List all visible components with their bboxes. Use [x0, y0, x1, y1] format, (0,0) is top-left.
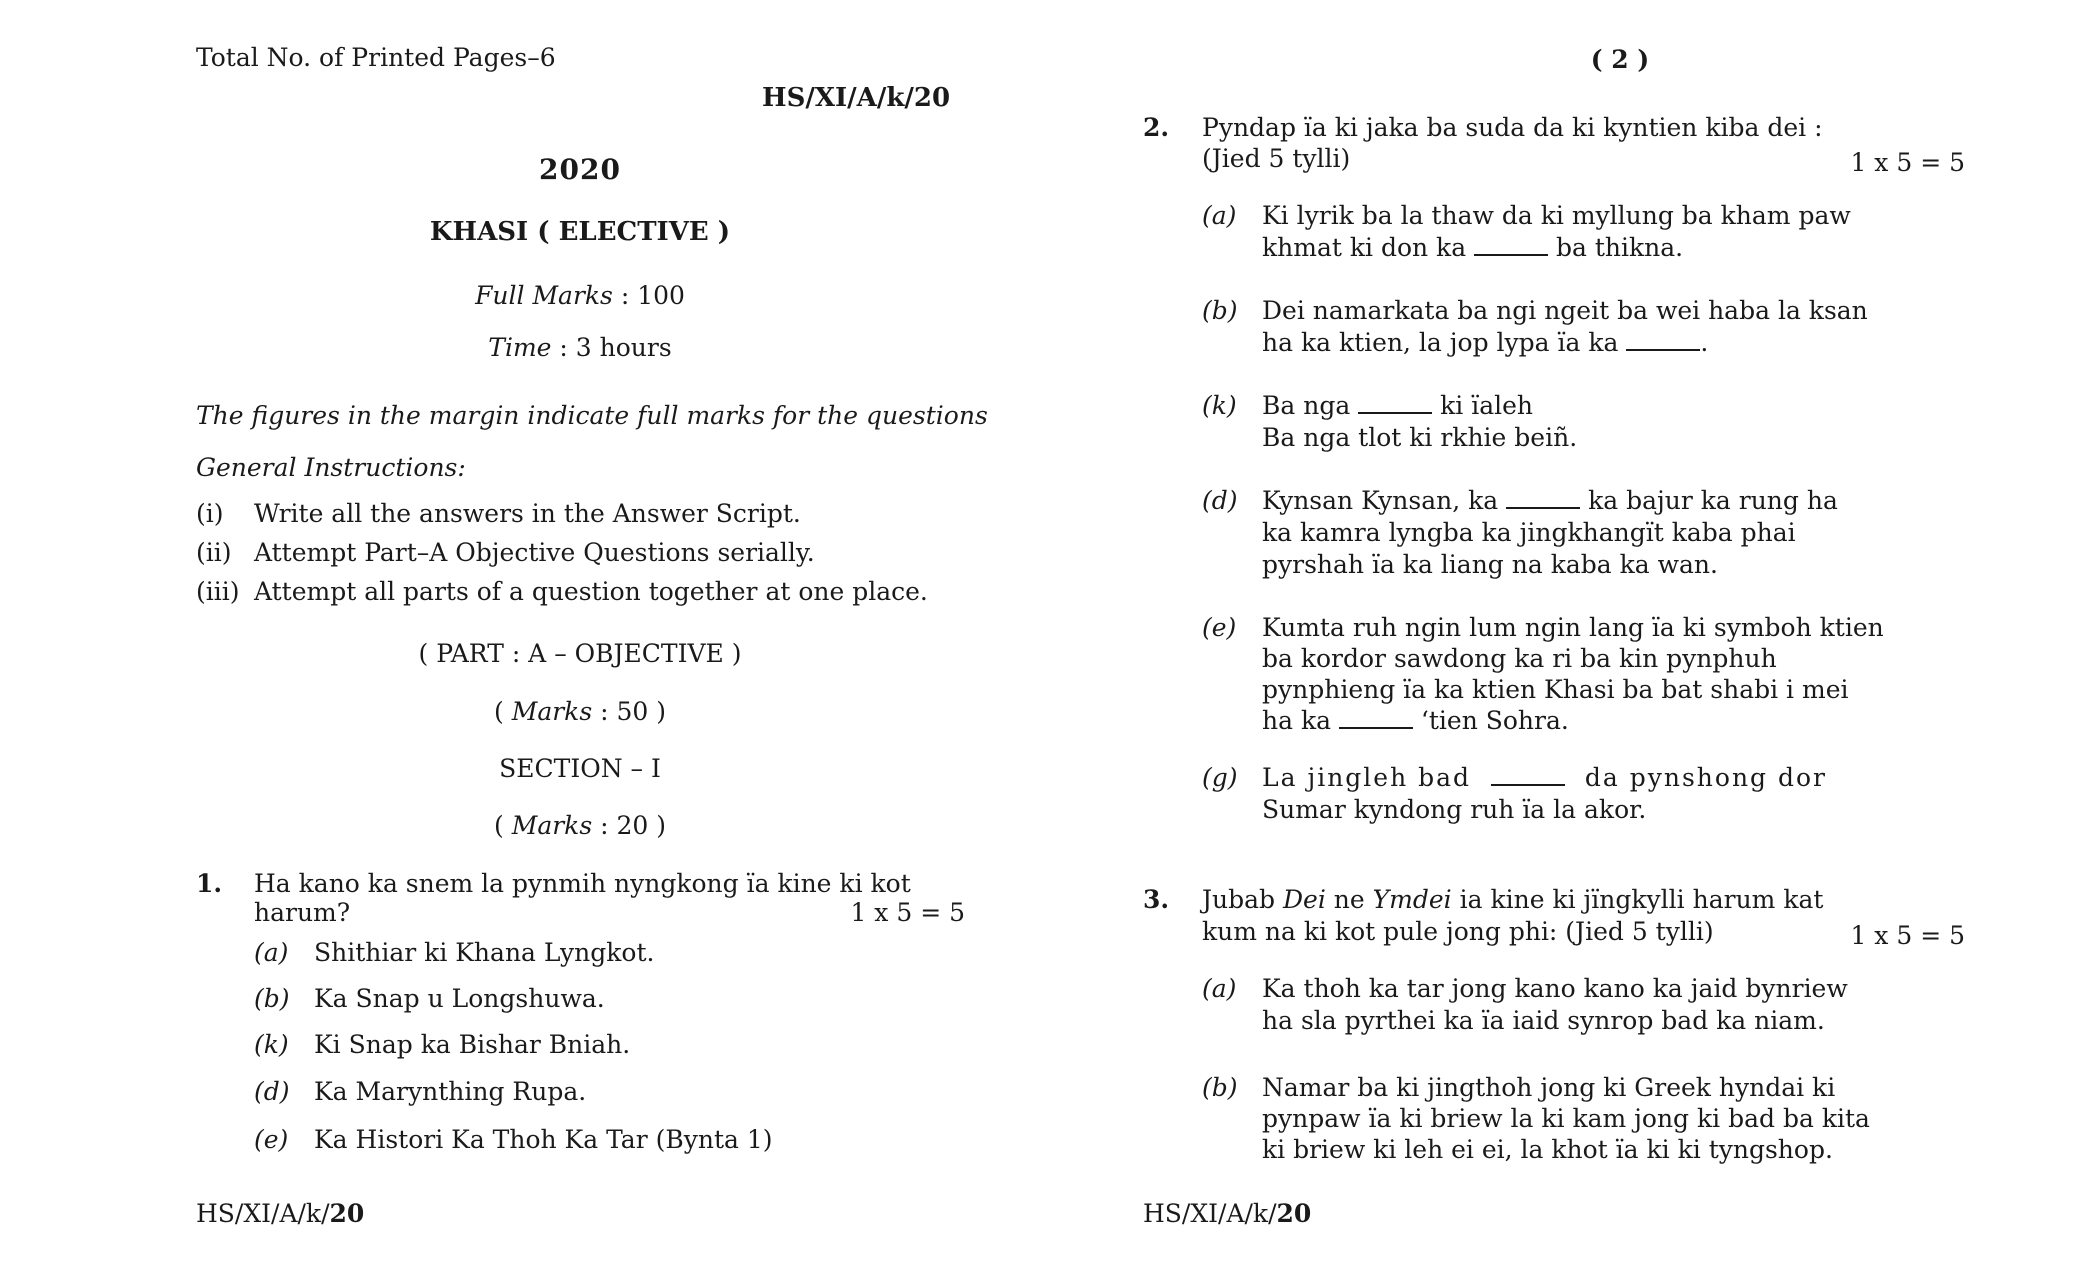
- question-text: [1202, 884, 1823, 917]
- option-text: ha ka: [1262, 706, 1332, 735]
- option-label: (b): [1202, 1073, 1238, 1102]
- option-label: (a): [1202, 974, 1237, 1003]
- total-pages-note: Total No. of Printed Pages–6: [196, 43, 556, 72]
- option-line: Ka thoh ka tar jong kano kano ka jaid bynriew: [1262, 974, 1848, 1003]
- option-text: ha ka ktien, la jop lypa ïa ka: [1262, 328, 1619, 357]
- question-text-part: ia kine ki jïngkylli harum kat: [1459, 885, 1824, 914]
- section-marks-value: : 20 ): [600, 811, 666, 840]
- section-marks-open: (: [494, 811, 504, 840]
- question-marks: 1 x 5 = 5: [1850, 148, 1965, 177]
- option-label: (a): [1202, 201, 1237, 230]
- footer-code-year: 20: [1276, 1199, 1312, 1228]
- page-number: ( 2 ): [1590, 45, 1650, 74]
- option-text: da pynshong dor: [1584, 763, 1827, 792]
- margin-note: The figures in the margin indicate full marks for the questions: [196, 401, 988, 430]
- option-label: (b): [1202, 296, 1238, 325]
- option-line: [1262, 327, 1708, 360]
- footer-code: [1143, 1198, 1311, 1231]
- option-line: Ki lyrik ba la thaw da ki myllung ba kham paw: [1262, 201, 1851, 230]
- answer-blank: [1358, 392, 1432, 414]
- option-line: Sumar kyndong ruh ïa la akor.: [1262, 795, 1647, 824]
- full-marks-label: Full Marks: [475, 281, 613, 310]
- option-line: pyrshah ïa ka liang na kaba ka wan.: [1262, 550, 1718, 579]
- answer-blank: [1491, 764, 1565, 786]
- option-line: pynpaw ïa ki briew la ki kam jong ki bad ba kita: [1262, 1104, 1870, 1133]
- option-text: ‘tien Sohra.: [1420, 706, 1569, 735]
- question-number: 3.: [1143, 885, 1170, 914]
- option-label: (e): [1202, 613, 1237, 642]
- section-marks-label: Marks: [511, 811, 593, 840]
- option-text: Shithiar ki Khana Lyngkot.: [314, 938, 655, 967]
- option-line: [1262, 485, 1838, 518]
- question-number: 1.: [196, 869, 223, 898]
- question-text: kum na ki kot pule jong phi: (Jied 5 tylli): [1202, 917, 1714, 946]
- answer-blank: [1506, 487, 1580, 509]
- section-marks: [0, 810, 1160, 843]
- answer-blank: [1339, 707, 1413, 729]
- option-text: La jingleh bad: [1262, 763, 1472, 792]
- footer-code-prefix: HS/XI/A/k/: [196, 1199, 330, 1228]
- option-text: Ka Snap u Longshuwa.: [314, 984, 605, 1013]
- time-allowed: [0, 332, 1160, 365]
- question-text-part: ne: [1333, 885, 1365, 914]
- question-keyword: Ymdei: [1372, 885, 1452, 914]
- option-label: (a): [254, 938, 289, 967]
- question-text-part: Jubab: [1202, 885, 1276, 914]
- option-line: [1262, 232, 1683, 265]
- option-text: Ka Marynthing Rupa.: [314, 1077, 587, 1106]
- question-keyword: Dei: [1283, 885, 1326, 914]
- option-line: ka kamra lyngba ka jingkhangït kaba phai: [1262, 518, 1796, 547]
- question-number: 2.: [1143, 113, 1170, 142]
- option-label: (d): [1202, 486, 1238, 515]
- footer-code-prefix: HS/XI/A/k/: [1143, 1199, 1277, 1228]
- option-line: Namar ba ki jingthoh jong ki Greek hyndai ki: [1262, 1073, 1836, 1102]
- instructions-heading: General Instructions:: [196, 453, 466, 482]
- time-value: : 3 hours: [559, 333, 672, 362]
- section-heading: SECTION – I: [499, 754, 661, 783]
- option-line: pynphieng ïa ka ktien Khasi ba bat shabi i mei: [1262, 675, 1849, 704]
- option-text: Ba nga: [1262, 391, 1351, 420]
- option-line: Ba nga tlot ki rkhie beiñ.: [1262, 423, 1578, 452]
- right-page: [1050, 0, 2100, 1275]
- option-line: [1262, 705, 1569, 738]
- exam-year: 2020: [539, 153, 621, 186]
- option-text: ki ïaleh: [1440, 391, 1534, 420]
- instruction-num: (ii): [196, 538, 232, 567]
- question-text: Pyndap ïa ki jaka ba suda da ki kyntien kiba dei :: [1202, 113, 1823, 142]
- part-marks-label: Marks: [511, 697, 593, 726]
- part-marks: [0, 696, 1160, 729]
- time-label: Time: [488, 333, 552, 362]
- question-marks: 1 x 5 = 5: [1850, 921, 1965, 950]
- option-label: (b): [254, 984, 290, 1013]
- answer-blank: [1474, 234, 1548, 256]
- option-label: (d): [254, 1077, 290, 1106]
- option-line: ba kordor sawdong ka ri ba kin pynphuh: [1262, 644, 1777, 673]
- option-line: ki briew ki leh ei ei, la khot ïa ki ki tyngshop.: [1262, 1135, 1833, 1164]
- option-text: Kynsan Kynsan, ka: [1262, 486, 1499, 515]
- option-text: Ki Snap ka Bishar Bniah.: [314, 1030, 631, 1059]
- full-marks-value: : 100: [620, 281, 685, 310]
- question-text: harum?: [254, 898, 351, 927]
- full-marks: [0, 280, 1160, 313]
- footer-code-year: 20: [329, 1199, 365, 1228]
- option-text: Ka Histori Ka Thoh Ka Tar (Bynta 1): [314, 1125, 773, 1154]
- option-line: [1262, 762, 1827, 795]
- option-text: ba thikna.: [1556, 233, 1684, 262]
- option-label: (g): [1202, 763, 1238, 792]
- option-text: khmat ki don ka: [1262, 233, 1467, 262]
- option-label: (e): [254, 1125, 289, 1154]
- instruction-text: Attempt Part–A Objective Questions serially.: [254, 538, 815, 567]
- instruction-num: (iii): [196, 577, 240, 606]
- option-line: Dei namarkata ba ngi ngeit ba wei haba la ksan: [1262, 296, 1868, 325]
- instruction-num: (i): [196, 499, 224, 528]
- option-text: ka bajur ka rung ha: [1588, 486, 1838, 515]
- option-text: .: [1700, 328, 1709, 357]
- option-label: (k): [1202, 391, 1237, 420]
- answer-blank: [1626, 329, 1700, 351]
- option-line: ha sla pyrthei ka ïa iaid synrop bad ka niam.: [1262, 1006, 1825, 1035]
- part-marks-value: : 50 ): [600, 697, 666, 726]
- part-heading: ( PART : A – OBJECTIVE ): [418, 639, 742, 668]
- option-label: (k): [254, 1030, 289, 1059]
- instruction-text: Write all the answers in the Answer Script.: [254, 499, 801, 528]
- subject-title: KHASI ( ELECTIVE ): [429, 217, 731, 247]
- option-line: [1262, 390, 1533, 423]
- question-marks: 1 x 5 = 5: [850, 898, 965, 927]
- option-line: Kumta ruh ngin lum ngin lang ïa ki symboh ktien: [1262, 613, 1884, 642]
- instruction-text: Attempt all parts of a question together at one place.: [254, 577, 928, 606]
- paper-code: HS/XI/A/k/20: [762, 83, 951, 113]
- question-instruction: (Jied 5 tylli): [1202, 144, 1351, 173]
- part-marks-open: (: [494, 697, 504, 726]
- footer-code: [196, 1198, 364, 1231]
- question-text: Ha kano ka snem la pynmih nyngkong ïa kine ki kot: [254, 869, 911, 898]
